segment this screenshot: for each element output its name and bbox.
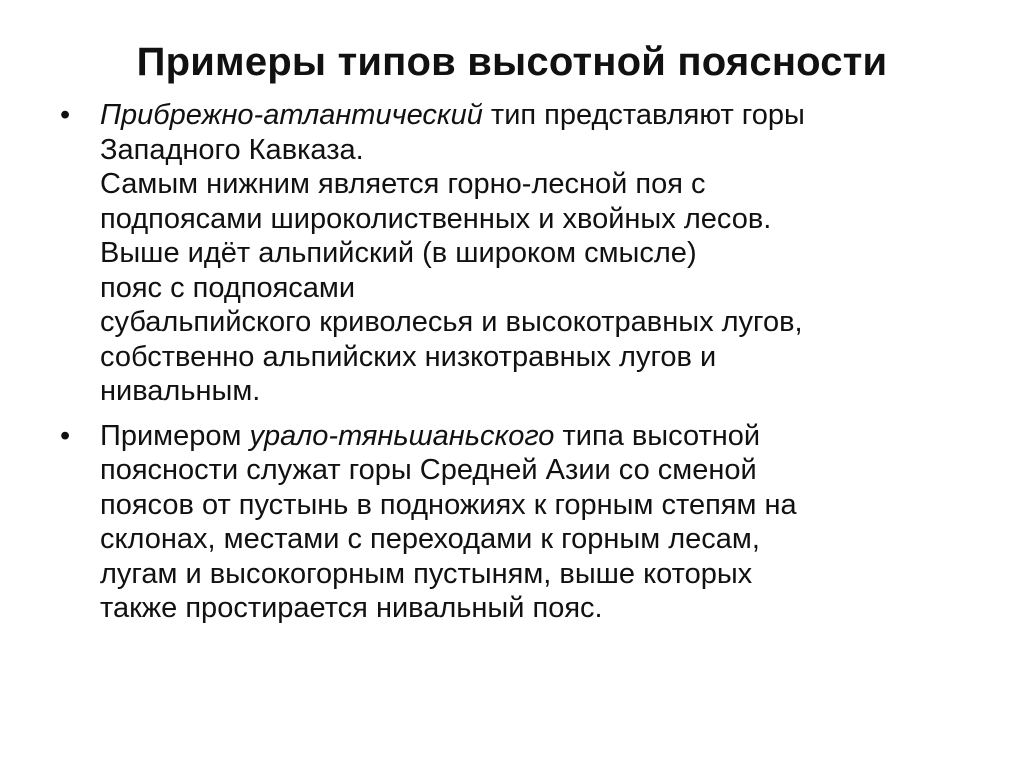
text-line: субальпийского криволесья и высокотравных лугов,	[100, 306, 803, 338]
italic-term: Прибрежно-атлантический	[100, 99, 483, 131]
text-line: поясности служат горы Средней Азии со сменой	[100, 454, 757, 486]
bullet-icon: •	[60, 99, 71, 131]
text-line: Выше идёт альпийский (в широком смысле)	[100, 237, 697, 269]
text-line: нивальным.	[100, 375, 261, 407]
text-line: подпоясами широколиственных и хвойных лесов.	[100, 202, 772, 235]
line-prefix: Примером	[100, 419, 250, 452]
bullet-icon: •	[60, 419, 71, 452]
text-line: пояс с подпоясами	[100, 271, 356, 304]
text-line: склонах, местами с переходами к горным лесам,	[100, 523, 760, 555]
text-line: также простирается нивальный пояс.	[100, 592, 603, 624]
bullet-item-ural-tianshan	[60, 419, 980, 626]
bullet-item-coastal-atlantic	[60, 98, 980, 409]
italic-term: урало-тяньшаньского	[249, 419, 555, 452]
line-text: тип представляют горы	[482, 99, 805, 131]
text-line: Самым нижним является горно-лесной поя с	[100, 168, 706, 200]
slide-title: Примеры типов высотной поясности	[136, 40, 888, 84]
text-line: собственно альпийских низкотравных лугов и	[100, 340, 717, 373]
text-line	[100, 419, 980, 454]
line-text: типа высотной	[554, 419, 761, 452]
bullet-list	[60, 98, 980, 626]
text-line	[100, 98, 980, 133]
text-line: поясов от пустынь в подножиях к горным степям на	[100, 488, 797, 521]
text-line: Западного Кавказа.	[100, 133, 364, 166]
text-line: лугам и высокогорным пустыням, выше которых	[100, 557, 753, 590]
